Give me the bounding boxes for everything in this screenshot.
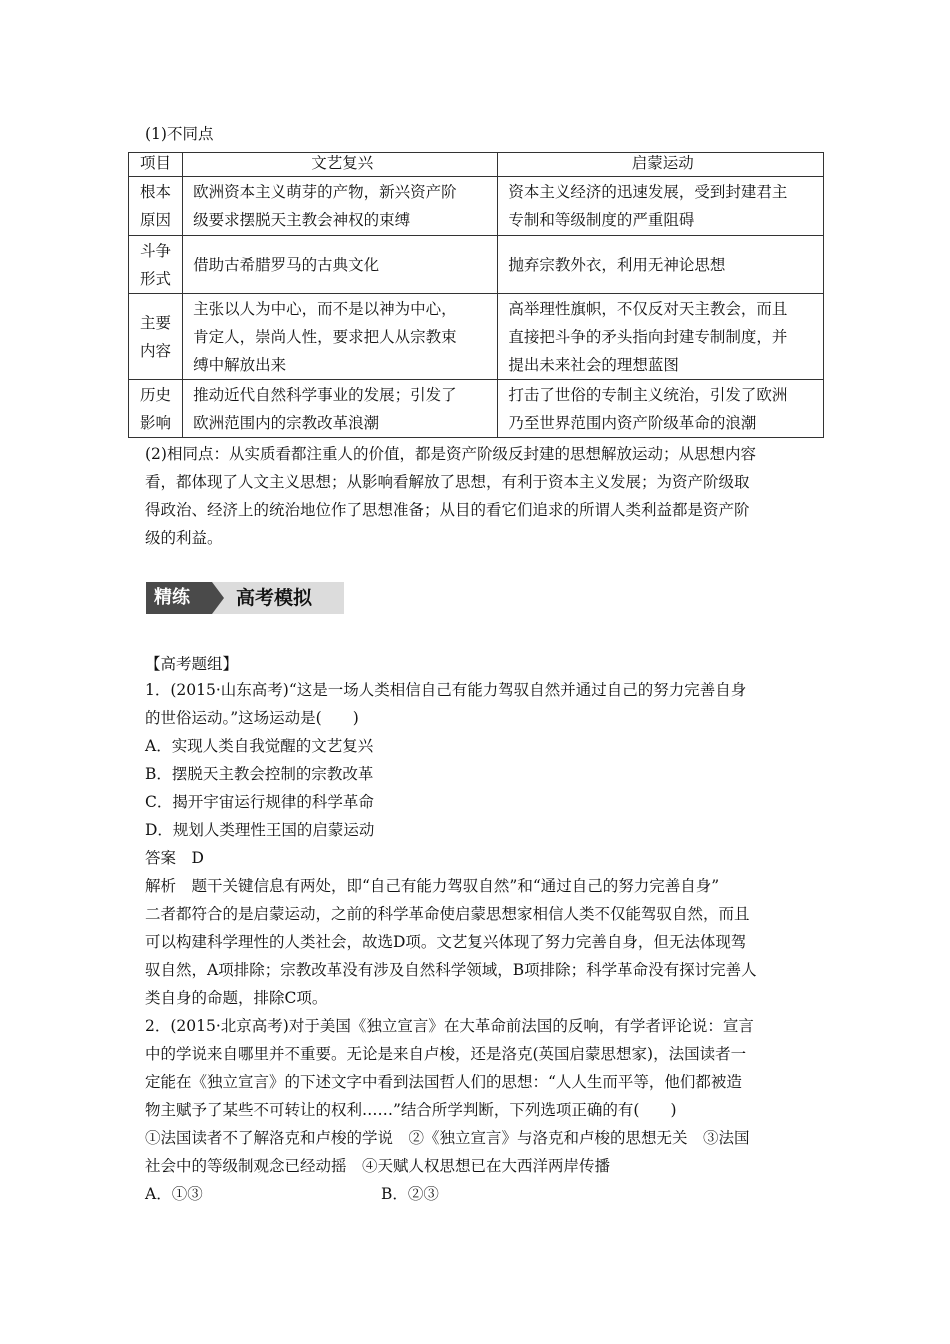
renaissance-cell [183,380,498,438]
q2-stem-line: 社会中的等级制观念已经动摇 ④天赋人权思想已在大西洋两岸传播 [145,1157,611,1175]
enlightenment-cell [498,294,824,380]
row-item-cell [129,177,183,236]
row-item-line: 形式 [140,269,172,288]
enlightenment-cell [498,177,824,236]
q1-analysis-line: 可以构建科学理性的人类社会，故选D项。文艺复兴体现了努力完善自身，但无法体现驾 [145,933,747,951]
renaissance-cell [183,177,498,236]
same-points-line: 看，都体现了人文主义思想；从影响看解放了思想，有利于资本主义发展；为资产阶级取 [145,473,750,491]
cell-line: 欧洲资本主义萌芽的产物，新兴资产阶 [193,183,457,201]
cell-line: 抛弃宗教外衣，利用无神论思想 [508,255,726,274]
row-item-cell [129,294,183,380]
q1-stem-line: 1．(2015·山东高考)“这是一场人类相信自己有能力驾驭自然并通过自己的努力完善自身 [145,681,747,699]
cell-line: 主张以人为中心，而不是以神为中心， [193,299,457,318]
cell-line: 借助古希腊罗马的古典文化 [193,255,380,274]
q1-analysis-line: 二者都符合的是启蒙运动，之前的科学革命使启蒙思想家相信人类不仅能驾驭自然，而且 [145,905,750,923]
row-item-line: 内容 [140,341,172,360]
cell-line: 资本主义经济的迅速发展，受到封建君主 [508,183,788,201]
q1-option-a: A．实现人类自我觉醒的文艺复兴 [145,737,374,755]
row-item-line: 历史 [140,385,172,404]
banner-title: 高考模拟 [236,587,313,609]
cell-line: 提出未来社会的理想蓝图 [508,355,679,374]
section-banner [146,582,344,614]
q1-option-d: D．规划人类理性王国的启蒙运动 [145,821,375,839]
cell-line: 级要求摆脱天主教会神权的束缚 [193,211,411,229]
row-item-line: 主要 [140,313,172,332]
q1-analysis-line: 解析 题干关键信息有两处，即“自己有能力驾驭自然”和“通过自己的努力完善自身” [145,877,720,895]
diff-heading: (1)不同点 [145,125,214,143]
cell-line: 欧洲范围内的宗教改革浪潮 [193,413,380,432]
enlightenment-cell [498,380,824,438]
row-item-line: 根本 [140,183,172,201]
comparison-table [128,152,824,438]
cell-line: 高举理性旗帜，不仅反对天主教会，而且 [508,299,788,318]
q1-analysis-line: 类自身的命题，排除C项。 [145,989,328,1007]
table-header-row [129,153,824,177]
table-row [129,177,824,236]
row-item-line: 斗争 [140,241,172,260]
q1-answer: 答案 D [145,849,204,867]
cell-line: 肯定人，崇尚人性，要求把人从宗教束 [193,327,457,346]
header-item: 项目 [129,153,183,177]
cell-line: 推动近代自然科学事业的发展；引发了 [193,385,457,404]
cell-line: 缚中解放出来 [193,355,287,374]
q2-stem-line: 中的学说来自哪里并不重要。无论是来自卢梭，还是洛克(英国启蒙思想家)，法国读者一 [145,1045,747,1063]
cell-line: 专制和等级制度的严重阻碍 [508,211,695,229]
renaissance-cell [183,294,498,380]
banner-tag: 精练 [146,582,212,614]
enlightenment-cell [498,236,824,294]
q1-option-c: C．揭开宇宙运行规律的科学革命 [145,793,374,811]
table-row [129,380,824,438]
cell-line: 打击了世俗的专制主义统治，引发了欧洲 [508,385,788,404]
q1-option-b: B．摆脱天主教会控制的宗教改革 [145,765,374,783]
cell-line: 直接把斗争的矛头指向封建专制制度，并 [508,327,788,346]
table-row [129,236,824,294]
cell-line: 乃至世界范围内资产阶级革命的浪潮 [508,413,757,432]
table-row [129,294,824,380]
q2-option-a: A．①③ [145,1185,203,1203]
same-points-line: 级的利益。 [145,529,223,547]
q2-stem-line: 物主赋予了某些不可转让的权利……”结合所学判断，下列选项正确的有( ) [145,1101,677,1119]
header-renaissance: 文艺复兴 [183,153,498,177]
row-item-cell [129,236,183,294]
banner-arrow-icon [212,582,224,614]
q2-stem-line: 2．(2015·北京高考)对于美国《独立宣言》在大革命前法国的反响，有学者评论说：宣言 [145,1017,754,1035]
row-item-line: 原因 [140,211,172,229]
q2-stem-line: 定能在《独立宣言》的下述文字中看到法国哲人们的思想：“人人生而平等，他们都被造 [145,1073,742,1091]
q1-stem-line: 的世俗运动。”这场运动是( ) [145,709,359,727]
group-label: 【高考题组】 [145,655,239,673]
row-item-cell [129,380,183,438]
row-item-line: 影响 [140,413,172,432]
same-points-line: 得政治、经济上的统治地位作了思想准备；从目的看它们追求的所谓人类利益都是资产阶 [145,501,750,519]
q1-analysis-line: 驭自然，A项排除；宗教改革没有涉及自然科学领域，B项排除；科学革命没有探讨完善人 [145,961,757,979]
renaissance-cell [183,236,498,294]
q2-option-b: B．②③ [381,1185,439,1203]
same-points-line: (2)相同点：从实质看都注重人的价值，都是资产阶级反封建的思想解放运动；从思想内容 [145,445,756,463]
q2-stem-line: ①法国读者不了解洛克和卢梭的学说 ②《独立宣言》与洛克和卢梭的思想无关 ③法国 [145,1129,750,1147]
header-enlightenment: 启蒙运动 [498,153,824,177]
